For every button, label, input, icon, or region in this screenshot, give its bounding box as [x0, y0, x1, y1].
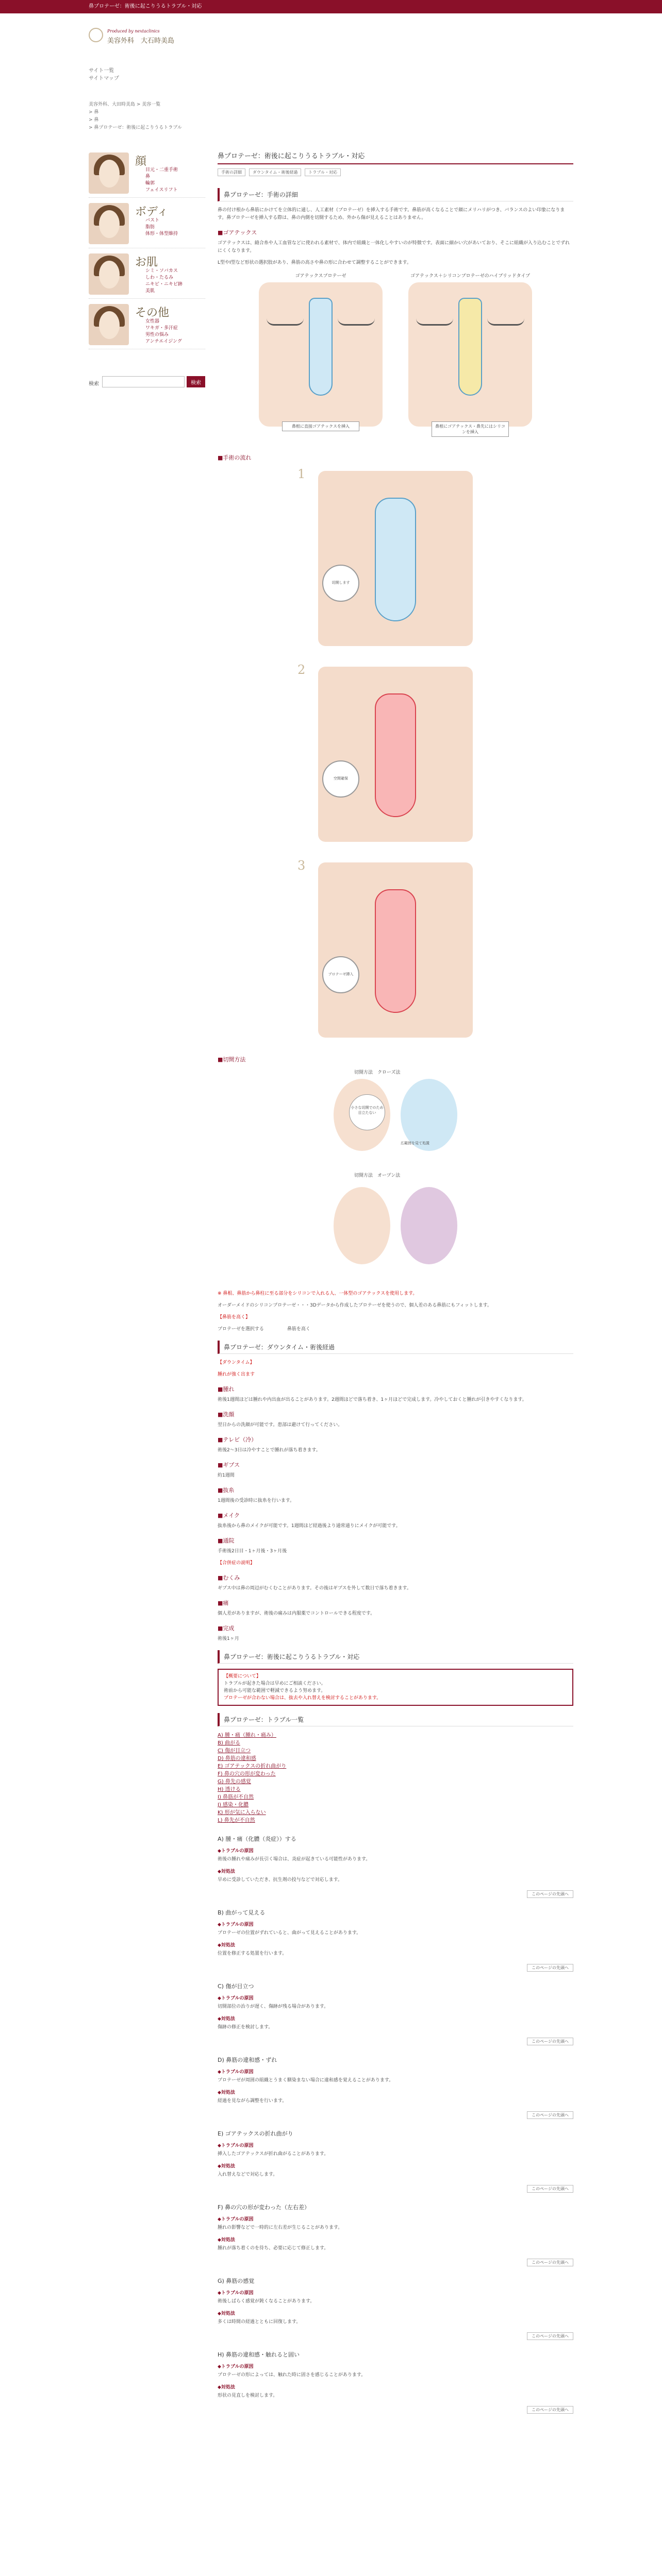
incision-closed-note: 小さな切開でのため目立たない: [349, 1094, 385, 1130]
implant-comparison-diagram: [241, 272, 550, 447]
body-text: 個人差がありますが、術後の痛みは内服薬でコントロールできる程度です。: [218, 1611, 375, 1616]
body-text: プロテーゼを選択する 鼻筋を高く: [218, 1327, 310, 1332]
incision-diagram: [313, 1069, 478, 1285]
body-text: 手術後2日目・1ヶ月後・3ヶ月後: [218, 1549, 287, 1554]
diagram-gortex: [251, 272, 390, 442]
trouble-item: [218, 2277, 573, 2340]
trouble-fix-label: ◆対処法: [218, 2090, 235, 2095]
toc-link[interactable]: B) 曲がる: [218, 1740, 240, 1746]
incision-open-nose: [401, 1187, 457, 1264]
sidebar-link[interactable]: しわ・たるみ: [145, 275, 174, 280]
page-title: 鼻プロテーゼ：術後に起こりうるトラブル・対応: [218, 150, 573, 164]
sidebar-link[interactable]: 目元・二重手術: [145, 167, 178, 173]
body-text: 術後1ヶ月: [218, 1636, 239, 1641]
sidebar-category-face[interactable]: [89, 150, 205, 198]
section-heading-details: 鼻プロテーゼ：手術の詳細: [218, 188, 573, 201]
trouble-cause-label: ◆トラブルの原因: [218, 2364, 254, 2369]
notice-box: [218, 1669, 573, 1706]
trouble-title: G) 鼻筋の感覚: [218, 2278, 255, 2284]
topbar-title: 鼻プロテーゼ：術後に起こりうるトラブル・対応: [89, 4, 202, 9]
sidebar-link[interactable]: シミ・ソバカス: [145, 268, 178, 274]
body-text: L型やI型など形状の選択肢があり、鼻筋の高さや鼻の形に合わせて調整することができます。: [218, 260, 411, 265]
trouble-fix-text: 多くは時間の経過とともに回復します。: [218, 2319, 301, 2325]
trouble-cause-label: ◆トラブルの原因: [218, 2291, 254, 2296]
eye-shape: [338, 318, 375, 326]
sidebar-category-body[interactable]: [89, 201, 205, 248]
body-text: 術後2〜3日は冷やすことで腫れが落ち着きます。: [218, 1448, 321, 1453]
logo-name: 美容外科 大石時美島: [107, 37, 175, 45]
toc-link[interactable]: D) 鼻筋の違和感: [218, 1756, 256, 1761]
subheading: ■ 抜糸: [218, 1486, 573, 1494]
trouble-title: H) 鼻筋の違和感・触れると固い: [218, 2351, 300, 2358]
trouble-item: [218, 2129, 573, 2193]
section-heading-trouble-list: 鼻プロテーゼ：トラブル一覧: [218, 1713, 573, 1726]
trouble-fix-label: ◆対処法: [218, 2164, 235, 2169]
incision-caption-open: 切開方法 オープン法: [354, 1173, 401, 1178]
notice-title: 【概要について】: [224, 1674, 261, 1679]
back-to-top-link[interactable]: このページの先頭へ: [527, 2111, 573, 2119]
section-tabs: [218, 168, 573, 177]
section-heading-trouble: 鼻プロテーゼ：術後に起こりうるトラブル・対応: [218, 1650, 573, 1664]
logo-mark-icon: [89, 28, 103, 42]
sidebar-link[interactable]: 女性器: [145, 319, 160, 324]
face-thumbnail: [89, 152, 129, 194]
sidebar-link[interactable]: ワキガ・多汗症: [145, 326, 178, 331]
back-to-top-link[interactable]: このページの先頭へ: [527, 2185, 573, 2193]
trouble-qa-list: [218, 1835, 573, 2414]
trouble-fix-label: ◆対処法: [218, 1943, 235, 1948]
sidebar-category-title: 顔: [135, 155, 147, 168]
toc-link[interactable]: J) 感染・化膿: [218, 1802, 249, 1808]
subheading-incision: ■ 切開方法: [218, 1055, 573, 1063]
trouble-cause-label: ◆トラブルの原因: [218, 1849, 254, 1854]
trouble-toc: [218, 1732, 573, 1824]
site-search: [89, 376, 205, 388]
diagram-note: 鼻根に直接ゴアテックスを挿入: [282, 421, 359, 431]
back-to-top-link[interactable]: このページの先頭へ: [527, 1890, 573, 1898]
trouble-fix-label: ◆対処法: [218, 2016, 235, 2022]
trouble-title: D) 鼻筋の違和感・ずれ: [218, 2057, 277, 2063]
trouble-cause-label: ◆トラブルの原因: [218, 2217, 254, 2222]
sidebar-category-skin[interactable]: [89, 251, 205, 299]
trouble-item: [218, 2350, 573, 2414]
toc-link[interactable]: E) ゴアテックスの折れ曲がり: [218, 1764, 287, 1769]
sidebar-link[interactable]: 輪郭: [145, 181, 155, 186]
tab-details[interactable]: 手術の詳細: [218, 168, 245, 176]
trouble-fix-text: 位置を修正する処置を行います。: [218, 1951, 287, 1956]
site-header: [0, 13, 662, 55]
subheading: ■ 痛: [218, 1599, 573, 1607]
procedure-step-2: [297, 663, 493, 853]
back-to-top-link[interactable]: このページの先頭へ: [527, 2259, 573, 2266]
trouble-item: [218, 1982, 573, 2045]
procedure-step-3: [297, 858, 493, 1049]
body-thumbnail: [89, 203, 129, 244]
subheading: ■ 洗顔: [218, 1410, 573, 1418]
subheading: ■ むくみ: [218, 1573, 573, 1582]
sidebar-category-title: その他: [135, 307, 170, 319]
breadcrumb: [89, 101, 202, 132]
subheading-flow: ■ 手術の流れ: [218, 453, 573, 462]
eye-shape: [487, 318, 524, 326]
body-text: 鼻の付け根から鼻筋にかけてを立体的に通し、人工素材（プロテーゼ）を挿入する手術です。鼻筋が高くなることで顔にメリハリがつき、バランスのよい印象になります。鼻プロテーゼを挿入する際は、鼻の内側を切開するため、外から傷が見えることはありません。: [218, 208, 565, 221]
page-topbar: [0, 0, 662, 13]
toc-link[interactable]: L) 鼻先が不自然: [218, 1818, 255, 1823]
trouble-item: [218, 2203, 573, 2266]
body-text: 抜糸後から鼻のメイクが可能です。1週間ほど経過後より通常通りにメイクが可能です。: [218, 1523, 401, 1529]
red-label: 【合併症の説明】: [218, 1561, 255, 1566]
gnav-sitemap[interactable]: サイトマップ: [89, 76, 119, 81]
breadcrumb-item[interactable]: > 鼻: [89, 110, 99, 115]
diagram-caption: ゴアテックスプロテーゼ: [295, 274, 346, 279]
search-label: 検索: [89, 381, 99, 387]
logo-tagline: Produced by nextaclinics: [107, 29, 160, 33]
step-number: 1: [297, 467, 306, 481]
section-heading-downtime: 鼻プロテーゼ：ダウンタイム・術後経過: [218, 1341, 573, 1354]
body-text: 翌日からの洗顔が可能です。患部は避けて行ってください。: [218, 1422, 343, 1428]
incision-open-nose: [334, 1187, 390, 1264]
trouble-cause-label: ◆トラブルの原因: [218, 2070, 254, 2075]
back-to-top-link[interactable]: このページの先頭へ: [527, 1964, 573, 1972]
trouble-fix-label: ◆対処法: [218, 2311, 235, 2316]
trouble-cause-text: 切開部位の治りが遅く、傷跡が残る場合があります。: [218, 2004, 329, 2009]
body-text: 術後1週間ほどは腫れや内出血が出ることがあります。2週間ほどで落ち着き、1ヶ月ほどで完成します。冷やしておくと腫れが引きやすくなります。: [218, 1397, 527, 1402]
notice-text: 術前から可能な範囲で軽減できるよう努めます。: [224, 1688, 326, 1693]
trouble-cause-text: プロテーゼの位置がずれていると、曲がって見えることがあります。: [218, 1930, 361, 1936]
diagram-hybrid: [401, 272, 540, 442]
trouble-cause-label: ◆トラブルの原因: [218, 1996, 254, 2001]
toc-link[interactable]: H) 透ける: [218, 1787, 241, 1792]
trouble-cause-text: 挿入したゴアテックスが折れ曲がることがあります。: [218, 2151, 329, 2157]
trouble-cause-text: プロテーゼが周囲の組織とうまく馴染まない場合に違和感を覚えることがあります。: [218, 2078, 394, 2083]
trouble-title: C) 傷が目立つ: [218, 1983, 254, 1990]
trouble-title: E) ゴアテックスの折れ曲がり: [218, 2130, 293, 2137]
red-label: 腫れが強く出ます: [218, 1372, 255, 1377]
back-to-top-link[interactable]: このページの先頭へ: [527, 2038, 573, 2045]
body-text: 約1週間: [218, 1473, 235, 1478]
sidebar-category-other[interactable]: [89, 302, 205, 349]
subheading: ■ メイク: [218, 1511, 573, 1519]
eye-shape: [416, 318, 453, 326]
trouble-cause-text: プロテーゼの形によっては、触れた時に固さを感じることがあります。: [218, 2372, 366, 2378]
sidebar-link[interactable]: バスト: [145, 218, 160, 223]
body-text: ギプス中は鼻の周辺がむくむことがあります。その後はギプスを外して数日で落ち着きます。: [218, 1586, 411, 1591]
incision-open-note: 広範囲を見て処置: [401, 1141, 429, 1145]
incision-open-shape: [401, 1079, 457, 1151]
step-callout: 切開します: [322, 565, 359, 602]
procedure-step-1: [297, 467, 493, 657]
eye-shape: [267, 318, 304, 326]
body-text: オーダーメイドのシリコンプロテーゼ・・・3Dデータから作成したプロテーゼを使うので、個人差のある鼻筋にもフィットします。: [218, 1303, 492, 1308]
notice-text: トラブルが起きた場合は早めにご相談ください。: [224, 1681, 326, 1686]
search-input[interactable]: [102, 376, 185, 387]
trouble-fix-text: 早めに受診していただき、抗生剤の投与などで対応します。: [218, 1877, 342, 1883]
breadcrumb-item[interactable]: > 鼻: [89, 117, 99, 123]
sidebar-link[interactable]: 体形・体型維持: [145, 231, 178, 236]
tab-trouble[interactable]: トラブル・対応: [305, 168, 341, 176]
step-callout: プロテーゼ挿入: [322, 956, 359, 993]
sidebar-link[interactable]: 男性の悩み: [145, 332, 169, 337]
trouble-cause-text: 術後しばらく感覚が鈍くなることがあります。: [218, 2299, 315, 2304]
subheading: ■ テレビ（冷）: [218, 1435, 573, 1444]
incision-caption-closed: 切開方法 クローズ法: [354, 1070, 401, 1075]
subheading-gortex: ■ ゴアテックス: [218, 228, 573, 236]
diagram-note: 鼻根にゴアテックス・鼻先にはシリコンを挿入: [432, 421, 509, 437]
subheading: ■ 腫れ: [218, 1385, 573, 1393]
trouble-cause-label: ◆トラブルの原因: [218, 1922, 254, 1927]
toc-link[interactable]: C) 傷が目立つ: [218, 1748, 251, 1754]
toc-link[interactable]: A) 腫・痛（腫れ・痛み）: [218, 1733, 276, 1738]
step-callout: 空間確保: [322, 760, 359, 798]
body-text: ゴアテックスは、縫合糸や人工血管などに使われる素材で、体内で組織と一体化しやすいのが特徴です。表面に細かい穴があいており、そこに組織が入り込むことでずれにくくなります。: [218, 241, 570, 253]
skin-thumbnail: [89, 253, 129, 295]
implant-shape: [309, 298, 333, 396]
main-content: [218, 150, 573, 2576]
gnav-site-list[interactable]: サイト一覧: [89, 68, 114, 74]
trouble-fix-label: ◆対処法: [218, 2238, 235, 2243]
trouble-fix-text: 形状の見直しを検討します。: [218, 2393, 278, 2398]
sidebar-link[interactable]: 鼻: [145, 174, 151, 179]
sidebar: [89, 150, 205, 352]
site-logo[interactable]: [89, 28, 176, 45]
red-label: 【ダウンタイム】: [218, 1360, 255, 1365]
red-label: 【鼻筋を高く】: [218, 1315, 251, 1320]
notice-text: プロテーゼが合わない場合は、抜去や入れ替えを検討することがあります。: [224, 1696, 382, 1701]
trouble-title: F) 鼻の穴の形が変わった（左右差）: [218, 2204, 310, 2211]
sidebar-link[interactable]: 脂肪: [145, 225, 155, 230]
toc-link[interactable]: F) 鼻の穴の形が変わった: [218, 1771, 276, 1777]
trouble-fix-text: 腫れが落ち着くのを待ち、必要に応じて修正します。: [218, 2246, 329, 2251]
trouble-cause-label: ◆トラブルの原因: [218, 2143, 254, 2148]
subheading: ■ 完成: [218, 1624, 573, 1632]
sidebar-link[interactable]: 美肌: [145, 289, 155, 294]
trouble-fix-text: 傷跡の修正を検討します。: [218, 2025, 273, 2030]
diagram-caption: ゴアテックス＋シリコンプロテーゼのハイブリッドタイプ: [410, 274, 531, 279]
body-text: 1週間後の受診時に抜糸を行います。: [218, 1498, 295, 1503]
sidebar-link[interactable]: フェイスリフト: [145, 188, 178, 193]
step-number: 2: [297, 663, 306, 677]
trouble-title: A) 腫・痛（化膿（炎症））する: [218, 1836, 296, 1842]
search-button[interactable]: 検索: [187, 376, 205, 387]
trouble-fix-text: 入れ替えなどで対応します。: [218, 2172, 278, 2177]
trouble-fix-label: ◆対処法: [218, 1869, 235, 1874]
tab-downtime[interactable]: ダウンタイム・術後経過: [249, 168, 302, 176]
sidebar-category-title: お肌: [135, 256, 158, 269]
toc-link[interactable]: G) 鼻先の感覚: [218, 1779, 251, 1785]
toc-link[interactable]: I) 鼻筋が不自然: [218, 1794, 254, 1800]
trouble-cause-text: 腫れの影響などで一時的に左右差が生じることがあります。: [218, 2225, 343, 2230]
trouble-item: [218, 1908, 573, 1972]
trouble-fix-label: ◆対処法: [218, 2385, 235, 2390]
sidebar-link[interactable]: ニキビ・ニキビ跡: [145, 282, 183, 287]
sidebar-link[interactable]: アンチエイジング: [145, 339, 182, 344]
other-thumbnail: [89, 304, 129, 345]
trouble-item: [218, 2056, 573, 2119]
note-text: ※ 鼻根、鼻筋から鼻柱に至る部分をシリコンで入れる人、一体型のゴアテックスを使用します。: [218, 1291, 418, 1296]
trouble-title: B) 曲がって見える: [218, 1909, 266, 1916]
sidebar-category-title: ボディ: [135, 206, 169, 218]
global-nav: [89, 66, 192, 81]
subheading: ■ 通院: [218, 1536, 573, 1545]
trouble-fix-text: 経過を見ながら調整を行います。: [218, 2098, 287, 2104]
back-to-top-link[interactable]: このページの先頭へ: [527, 2332, 573, 2340]
breadcrumb-item[interactable]: 美容外科、大田時美島 > 美容一覧: [89, 102, 161, 107]
back-to-top-link[interactable]: このページの先頭へ: [527, 2406, 573, 2414]
subheading: ■ ギプス: [218, 1461, 573, 1469]
trouble-cause-text: 術後の腫れや痛みが長引く場合は、炎症が起きている可能性があります。: [218, 1857, 371, 1862]
breadcrumb-item: > 鼻プロテーゼ：術後に起こりうるトラブル: [89, 125, 182, 130]
toc-link[interactable]: K) 形が気に入らない: [218, 1810, 266, 1816]
implant-shape: [458, 298, 482, 396]
step-number: 3: [297, 858, 306, 873]
trouble-item: [218, 1835, 573, 1898]
